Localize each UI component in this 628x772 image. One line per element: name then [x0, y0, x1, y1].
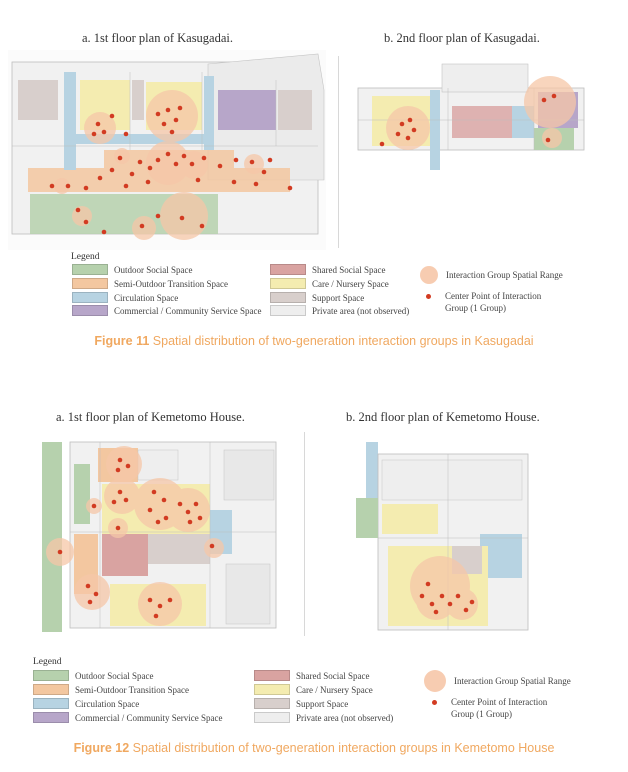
fig11-caption: Figure 11 Spatial distribution of two-generation interaction groups in Kasugadai	[94, 334, 534, 348]
fig11-legend-semi-outdoor: Semi-Outdoor Transition Space	[72, 278, 228, 289]
fig12-legend-shared: Shared Social Space	[254, 670, 369, 681]
fig11-divider	[338, 56, 339, 248]
fig12-legend-center: Center Point of Interaction Group (1 Group)	[424, 696, 547, 720]
fig12-legend-semi-outdoor: Semi-Outdoor Transition Space	[33, 684, 189, 695]
fig11-legend-outdoor: Outdoor Social Space	[72, 264, 192, 275]
fig12-legend-title: Legend	[33, 657, 62, 667]
center-point-icon	[432, 700, 437, 705]
fig11-panel-a-title: a. 1st floor plan of Kasugadai.	[82, 31, 234, 45]
kasugadai-2f-plan	[352, 56, 602, 190]
fig11-legend-shared: Shared Social Space	[270, 264, 385, 275]
fig11-legend-private: Private area (not observed)	[270, 305, 409, 316]
fig11-legend-center: Center Point of Interaction Group (1 Group)	[420, 290, 541, 314]
fig12-legend-commercial: Commercial / Community Service Space	[33, 712, 222, 723]
fig12-panel-b-title: b. 2nd floor plan of Kemetomo House.	[346, 410, 540, 424]
range-symbol-icon	[424, 670, 446, 692]
fig11-legend-circulation: Circulation Space	[72, 292, 178, 303]
fig12-legend-circulation: Circulation Space	[33, 698, 139, 709]
fig11-legend-range: Interaction Group Spatial Range	[420, 266, 563, 284]
center-point-icon	[426, 294, 431, 299]
fig12-panel-a-title: a. 1st floor plan of Kemetomo House.	[56, 410, 245, 424]
fig12-legend-private: Private area (not observed)	[254, 712, 393, 723]
fig12-caption: Figure 12 Spatial distribution of two-generation interaction groups in Kemetomo House	[73, 741, 555, 755]
fig11-legend-support: Support Space	[270, 292, 364, 303]
fig12-legend-care: Care / Nursery Space	[254, 684, 373, 695]
fig11-panel-b-title: b. 2nd floor plan of Kasugadai.	[384, 31, 540, 45]
kasugadai-1f-plan	[8, 50, 326, 250]
range-symbol-icon	[420, 266, 438, 284]
fig12-legend-outdoor: Outdoor Social Space	[33, 670, 153, 681]
fig11-legend-title: Legend	[71, 252, 100, 262]
fig12-divider	[304, 432, 305, 636]
kemetomo-1f-plan	[40, 434, 280, 634]
kemetomo-2f-plan	[352, 434, 532, 634]
fig12-legend-range: Interaction Group Spatial Range	[424, 670, 571, 692]
fig11-legend-commercial: Commercial / Community Service Space	[72, 305, 261, 316]
fig11-legend-care: Care / Nursery Space	[270, 278, 389, 289]
fig12-legend-support: Support Space	[254, 698, 348, 709]
